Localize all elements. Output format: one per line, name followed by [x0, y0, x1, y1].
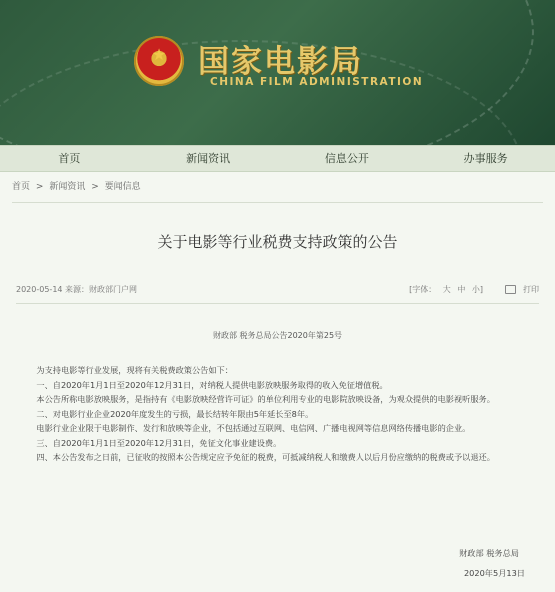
nav-item-info[interactable]: 信息公开: [324, 152, 369, 165]
signature: 财政部 税务总局: [459, 548, 519, 558]
paragraph: 四、本公告发布之日前，已征收的按照本公告规定应予免征的税费，可抵减纳税人和缴费人以后月份应缴纳的税费或予以退还。: [36, 452, 495, 462]
breadcrumb: [12, 172, 543, 203]
paragraph: 电影行业企业限于电影制作、发行和放映等企业，不包括通过互联网、电信网、广播电视网等信息网络传播电影的企业。: [36, 423, 471, 433]
article-tools: [405, 284, 539, 295]
breadcrumb-separator: >: [35, 182, 44, 192]
date-source: 2020-05-14 来源：财政部门户网: [16, 284, 138, 294]
font-small-button[interactable]: 小]: [471, 284, 483, 294]
breadcrumb-current[interactable]: 要闻信息: [104, 182, 141, 192]
header-banner: [0, 0, 555, 145]
paragraph: 一、自2020年1月1日至2020年12月31日，对纳税人提供电影放映服务取得的收入免征增值税。: [36, 379, 388, 390]
breadcrumb-news[interactable]: 新闻资讯: [49, 182, 86, 192]
print-label: 打印: [523, 284, 539, 294]
article-meta: [16, 279, 539, 299]
font-size-controls: [405, 284, 483, 295]
paragraph: 三、自2020年1月1日至2020年12月31日，免征文化事业建设费。: [36, 437, 282, 448]
print-icon: [505, 285, 516, 294]
print-button[interactable]: [501, 284, 539, 295]
page-title: 关于电影等行业税费支持政策的公告: [157, 233, 398, 251]
national-emblem-icon[interactable]: ★: [134, 36, 184, 86]
main-content: [0, 172, 555, 578]
nav-item-home[interactable]: 首页: [58, 152, 81, 165]
font-size-label: [字体：: [409, 284, 437, 294]
breadcrumb-home[interactable]: 首页: [12, 182, 31, 192]
site-title[interactable]: 国家电影局: [198, 44, 363, 80]
document-number: 财政部 税务总局公告2020年第25号: [212, 331, 343, 340]
paragraph: 为支持电影等行业发展，现将有关税费政策公告如下：: [36, 365, 233, 375]
paragraph: 二、对电影行业企业2020年度发生的亏损，最长结转年限由5年延长至8年。: [36, 408, 314, 419]
font-medium-button[interactable]: 中: [457, 284, 466, 294]
site-subtitle: CHINA FILM ADMINISTRATION: [210, 76, 424, 88]
paragraph: 本公告所称电影放映服务，是指持有《电影放映经营许可证》的单位利用专业的电影院放映设备，为观众提供的电影视听服务。: [36, 394, 495, 404]
divider: [16, 303, 539, 304]
breadcrumb-separator: >: [91, 182, 99, 192]
nav-item-news[interactable]: 新闻资讯: [186, 152, 231, 165]
main-nav: [0, 145, 555, 172]
nav-item-services[interactable]: 办事服务: [463, 152, 508, 165]
sign-date: 2020年5月13日: [463, 568, 525, 578]
article-body: [20, 363, 535, 465]
font-large-button[interactable]: 大: [442, 284, 451, 294]
